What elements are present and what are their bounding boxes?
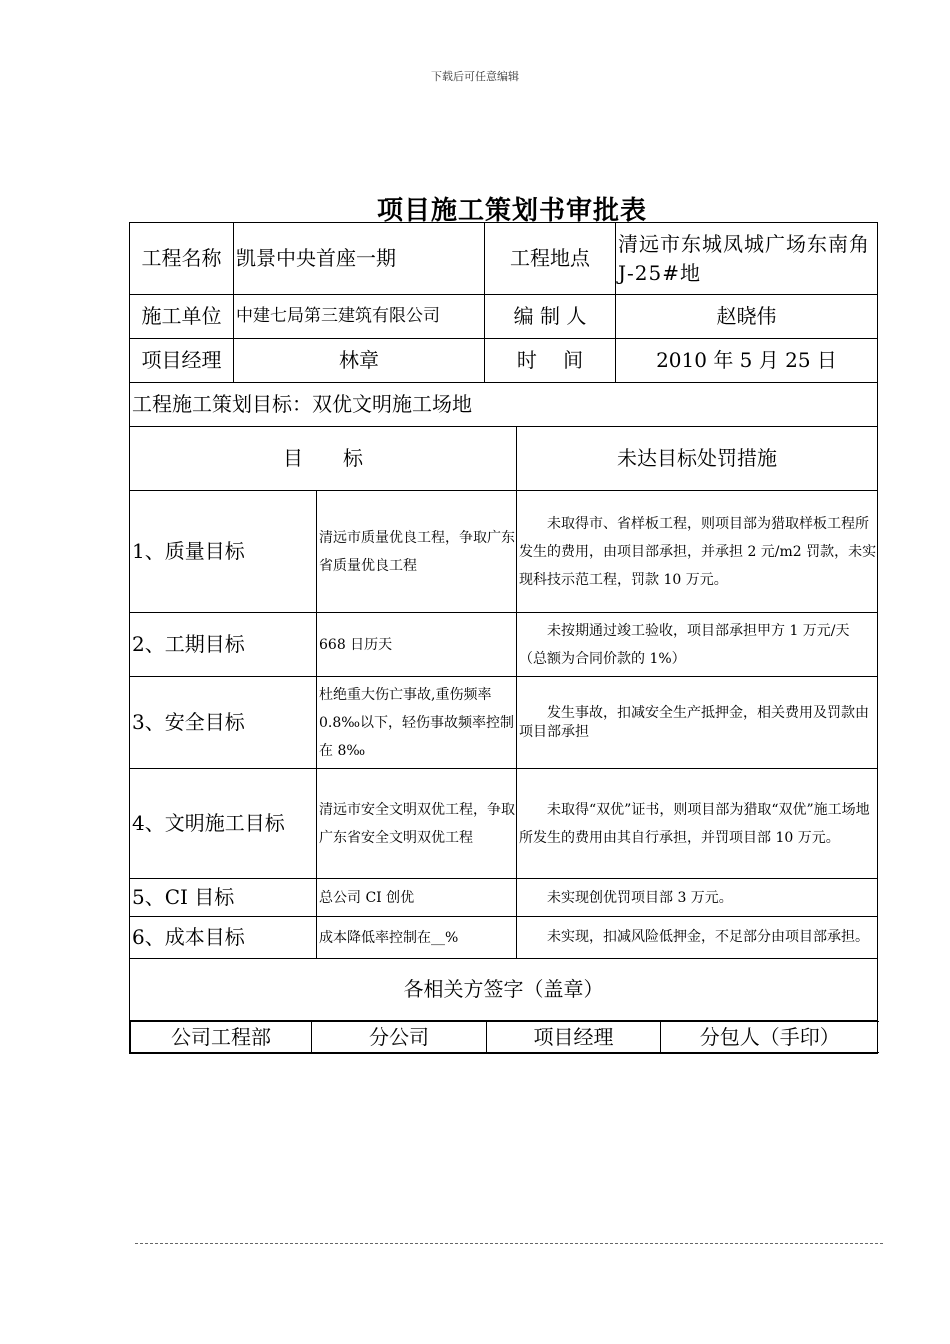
goal-penalty: 未实现，扣减风险低押金，不足部分由项目部承担。 <box>517 917 878 959</box>
manager-value: 林章 <box>234 339 485 383</box>
plan-goal-row <box>130 383 878 427</box>
signature-project-manager: 项目经理 <box>487 1022 661 1053</box>
goal-penalty: 发生事故，扣减安全生产抵押金，相关费用及罚款由项目部承担 <box>517 677 878 769</box>
signature-branch: 分公司 <box>312 1022 487 1053</box>
signature-engineering-dept: 公司工程部 <box>131 1022 312 1053</box>
project-name-label: 工程名称 <box>130 223 234 295</box>
header-note: 下载后可任意编辑 <box>431 70 519 83</box>
goal-name: 2、工期目标 <box>130 613 317 677</box>
author-label: 编 制 人 <box>485 295 616 339</box>
goal-detail: 总公司 CI 创优 <box>317 879 517 917</box>
info-row-3 <box>130 339 878 383</box>
goal-name: 3、安全目标 <box>130 677 317 769</box>
goal-penalty: 未取得市、省样板工程，则项目部为猎取样板工程所发生的费用，由项目部承担，并承担 2 元/m2 罚款，未实现科技示范工程，罚款 10 万元。 <box>517 491 878 613</box>
project-name-value: 凯景中央首座一期 <box>234 223 485 295</box>
goal-detail: 668 日历天 <box>317 613 517 677</box>
goal-detail: 清远市质量优良工程，争取广东省质量优良工程 <box>317 491 517 613</box>
plan-goal: 工程施工策划目标：双优文明施工场地 <box>130 383 878 427</box>
signatures-title-row <box>130 959 878 1021</box>
contractor-value: 中建七局第三建筑有限公司 <box>234 295 485 339</box>
goal-name: 4、文明施工目标 <box>130 769 317 879</box>
goal-row-ci <box>130 879 878 917</box>
goals-header-row <box>130 427 878 491</box>
goal-penalty: 未实现创优罚项目部 3 万元。 <box>517 879 878 917</box>
goal-name: 5、CI 目标 <box>130 879 317 917</box>
signature-subcontractor: 分包人（手印） <box>661 1022 879 1053</box>
time-value: 2010 年 5 月 25 日 <box>616 339 878 383</box>
signatures-table <box>130 1021 879 1053</box>
manager-label: 项目经理 <box>130 339 234 383</box>
goal-row-civilized <box>130 769 878 879</box>
signatures-row <box>130 1021 878 1054</box>
goals-header-penalty: 未达目标处罚措施 <box>517 427 878 491</box>
goal-row-safety <box>130 677 878 769</box>
signatures-title: 各相关方签字（盖章） <box>130 959 878 1021</box>
location-label: 工程地点 <box>485 223 616 295</box>
goal-penalty: 未按期通过竣工验收，项目部承担甲方 1 万元/天（总额为合同价款的 1%） <box>517 613 878 677</box>
document-title: 项目施工策划书审批表 <box>376 196 647 226</box>
goal-penalty: 未取得“双优”证书，则项目部为猎取“双优”施工场地所发生的费用由其自行承担，并罚项目部 10 万元。 <box>517 769 878 879</box>
approval-table <box>129 222 878 1054</box>
footer-dashed-line <box>135 1243 883 1244</box>
goal-name: 6、成本目标 <box>130 917 317 959</box>
goal-detail: 杜绝重大伤亡事故,重伤频率 0.8‰以下，轻伤事故频率控制在 8‰ <box>317 677 517 769</box>
location-value: 清远市东城凤城广场东南角 J-25#地 <box>616 223 878 295</box>
signatures-cell <box>130 1021 878 1054</box>
goals-header-target: 目 标 <box>130 427 517 491</box>
goal-detail: 成本降低率控制在__% <box>317 917 517 959</box>
goal-row-schedule <box>130 613 878 677</box>
goal-detail: 清远市安全文明双优工程，争取广东省安全文明双优工程 <box>317 769 517 879</box>
author-value: 赵晓伟 <box>616 295 878 339</box>
time-label: 时 间 <box>485 339 616 383</box>
info-row-2 <box>130 295 878 339</box>
goal-name: 1、质量目标 <box>130 491 317 613</box>
contractor-label: 施工单位 <box>130 295 234 339</box>
goal-row-quality <box>130 491 878 613</box>
goal-row-cost <box>130 917 878 959</box>
info-row-1 <box>130 223 878 295</box>
